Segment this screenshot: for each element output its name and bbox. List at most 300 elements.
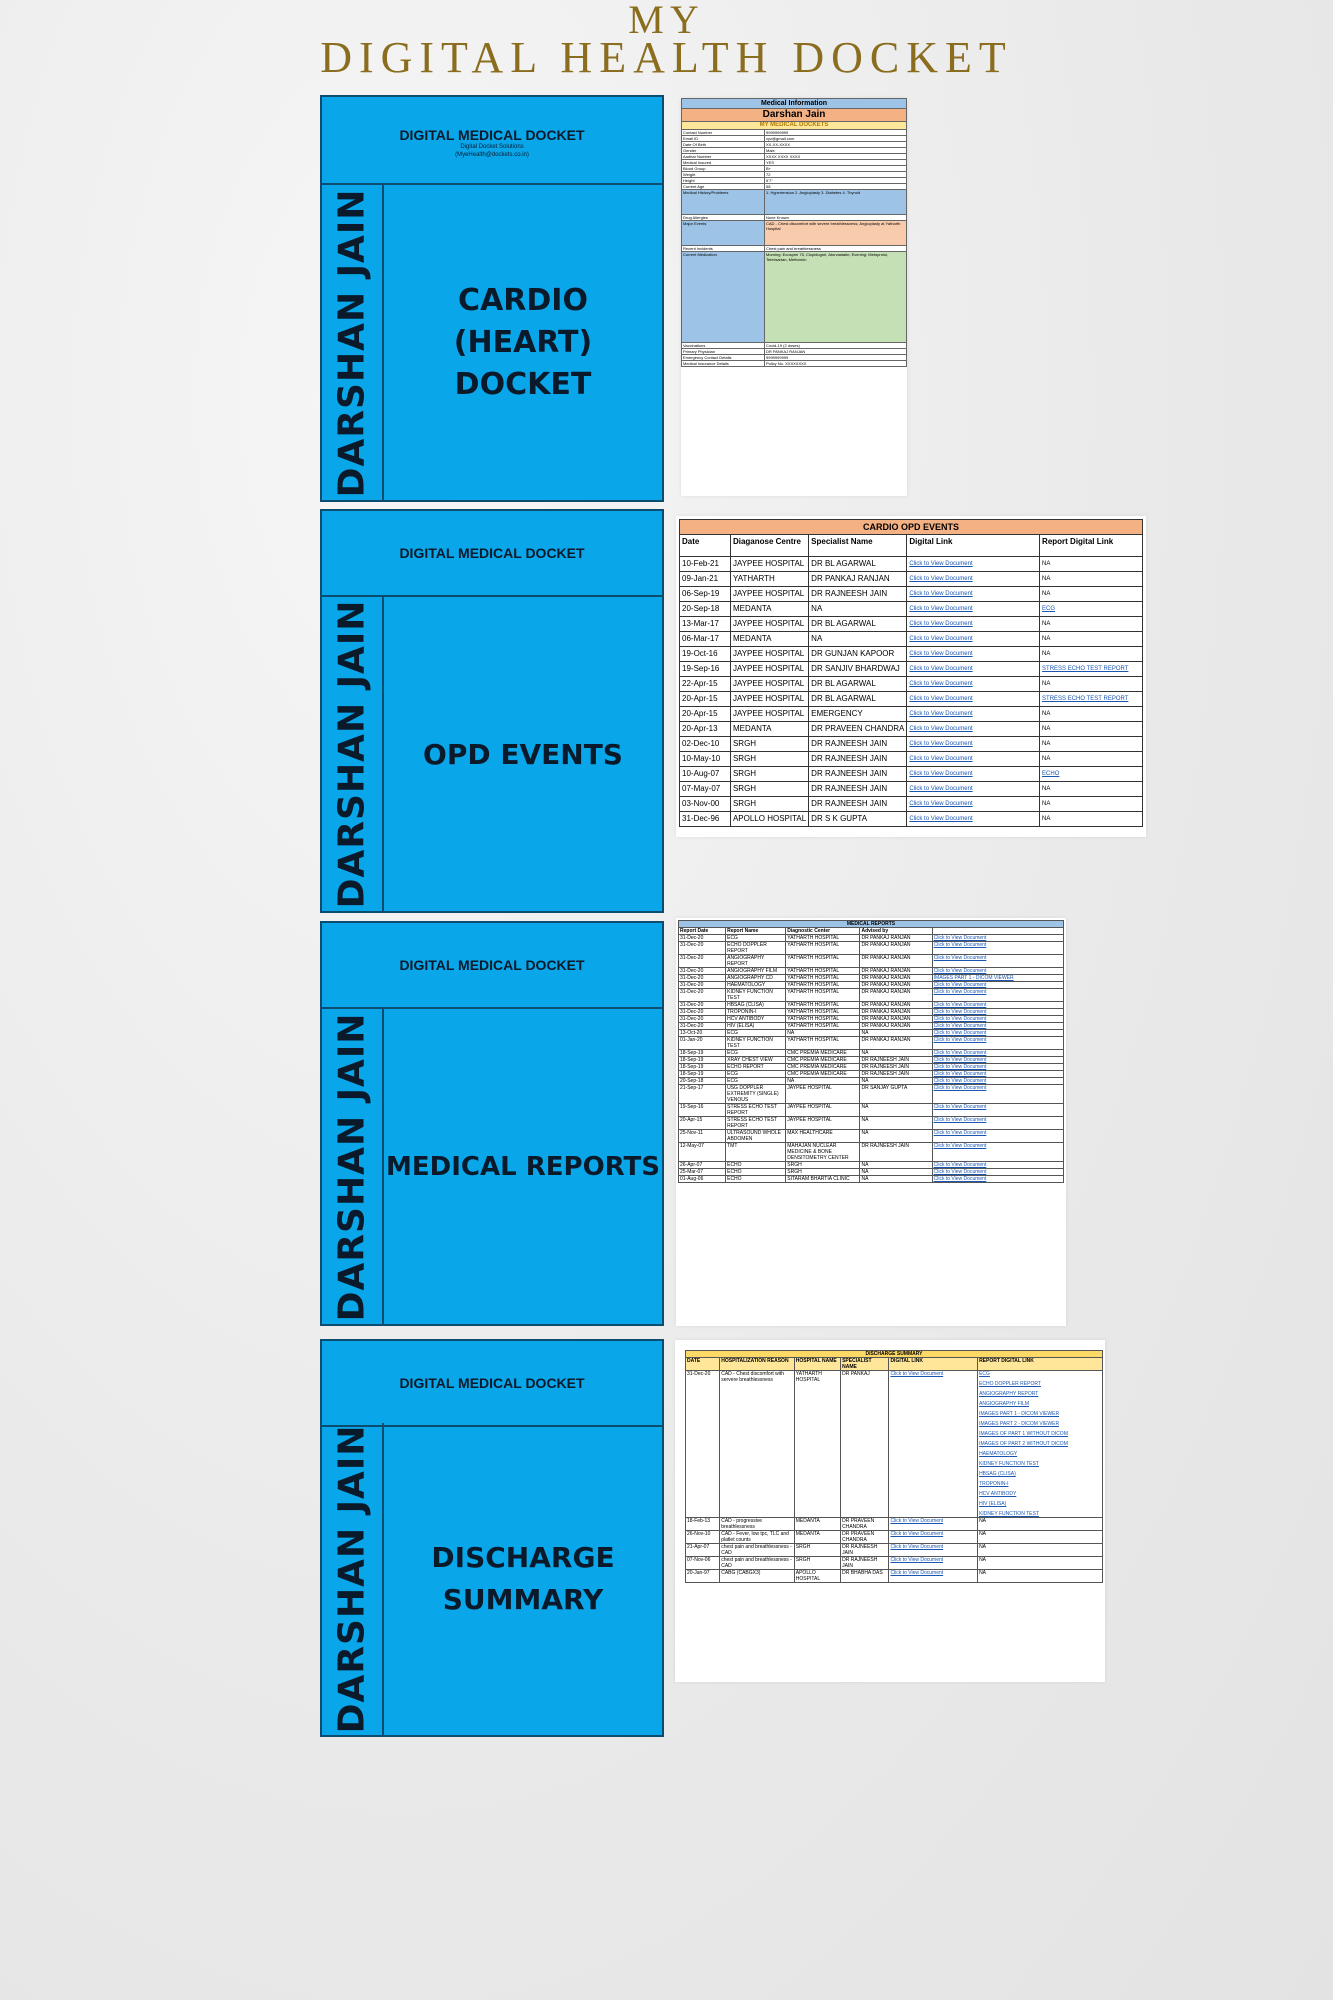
info-value: 72 [765, 172, 907, 178]
report-cell: DR RAJNEESH JAIN [860, 1057, 932, 1064]
report-cell: YATHARTH HOSPITAL [786, 942, 860, 955]
opd-cell: 03-Nov-00 [680, 797, 731, 812]
discharge-cell: DR RAJNEESH JAIN [841, 1557, 889, 1570]
document-link[interactable]: Click to View Document [932, 1071, 1063, 1078]
document-link[interactable]: Click to View Document [907, 767, 1040, 782]
table-row [679, 1117, 1064, 1130]
table-row [679, 1104, 1064, 1117]
opd-cell: DR BL AGARWAL [809, 617, 907, 632]
document-link[interactable]: IMAGES PART 1 - DICOM VIEWER [979, 1411, 1060, 1417]
report-cell: ECHO [726, 1169, 786, 1176]
table-row [679, 935, 1064, 942]
cover-header-email: (MyeHealth@dockets.co.in) [455, 152, 529, 158]
document-link[interactable]: HCV ANTIBODY [979, 1491, 1017, 1497]
report-cell: USG DOPPLER EXTREMITY (SINGLE) VENOUS [726, 1085, 786, 1104]
document-link[interactable]: Click to View Document [889, 1557, 978, 1570]
table-row [679, 968, 1064, 975]
report-cell: 31-Dec-20 [679, 1009, 726, 1016]
document-link[interactable]: IMAGES OF PART 1 WITHOUT DICOM [979, 1431, 1068, 1437]
report-cell: 31-Dec-20 [679, 935, 726, 942]
opd-cell: 13-Mar-17 [680, 617, 731, 632]
opd-cell: NA [1040, 707, 1143, 722]
info-label: Height [682, 178, 765, 184]
opd-cell: MEDANTA [730, 722, 808, 737]
cover-main-line-2: SUMMARY [442, 1583, 604, 1616]
document-link[interactable]: STRESS ECHO TEST REPORT [1040, 692, 1143, 707]
document-link[interactable]: ECG [979, 1371, 990, 1377]
discharge-cell: 18-Feb-13 [686, 1518, 720, 1531]
opd-cell: NA [1040, 782, 1143, 797]
cover-discharge [320, 1339, 664, 1737]
report-cell: HIV (ELISA) [726, 1023, 786, 1030]
table-row [680, 587, 1143, 602]
info-label: Medical Insurance Details [682, 361, 765, 367]
cover-medical-reports [320, 921, 664, 1326]
medical-info-name: Darshan Jain [682, 109, 907, 122]
info-row [682, 252, 907, 343]
report-cell: MAHAJAN NUCLEAR MEDICINE & BONE DENSITOMETRY CENTER [786, 1143, 860, 1162]
report-cell: 31-Dec-20 [679, 975, 726, 982]
report-cell: YATHARTH HOSPITAL [786, 1009, 860, 1016]
cover-main-label [384, 597, 662, 911]
report-cell: ANGIOGRAPHY CD [726, 975, 786, 982]
cover-main-line-2: DOCKET [454, 366, 592, 402]
opd-cell: 07-May-07 [680, 782, 731, 797]
opd-cell: JAYPEE HOSPITAL [730, 692, 808, 707]
document-link[interactable]: ECHO [1040, 767, 1143, 782]
report-cell: YATHARTH HOSPITAL [786, 1037, 860, 1050]
report-cell: 20-Sep-18 [679, 1078, 726, 1085]
table-row [686, 1531, 1103, 1544]
report-cell: NA [860, 1169, 932, 1176]
document-link[interactable]: Click to View Document [932, 1023, 1063, 1030]
table-row [680, 662, 1143, 677]
cover-main-label [384, 1009, 662, 1324]
opd-cell: JAYPEE HOSPITAL [730, 662, 808, 677]
report-cell: DR PANKAJ RANJAN [860, 982, 932, 989]
opd-events-table [679, 519, 1143, 827]
discharge-cell: DR RAJNEESH JAIN [841, 1544, 889, 1557]
document-link[interactable]: Click to View Document [932, 1030, 1063, 1037]
discharge-cell: NA [978, 1518, 1103, 1531]
document-link[interactable]: Click to View Document [932, 1050, 1063, 1057]
table-row [680, 632, 1143, 647]
report-cell: DR PANKAJ RANJAN [860, 955, 932, 968]
report-cell: NA [860, 1104, 932, 1117]
report-cell: SRGH [786, 1169, 860, 1176]
report-cell: 31-Dec-20 [679, 968, 726, 975]
opd-cell: 06-Mar-17 [680, 632, 731, 647]
report-cell: 31-Dec-20 [679, 955, 726, 968]
discharge-column-header: DIGITAL LINK [889, 1358, 978, 1371]
document-link[interactable]: Click to View Document [889, 1570, 978, 1583]
document-link[interactable]: Click to View Document [932, 1176, 1063, 1183]
document-link[interactable]: Click to View Document [932, 1078, 1063, 1085]
opd-cell: DR PRAVEEN CHANDRA [809, 722, 907, 737]
opd-cell: EMERGENCY [809, 707, 907, 722]
info-label: Blood Group [682, 166, 765, 172]
report-cell: DR PANKAJ RANJAN [860, 1009, 932, 1016]
document-link[interactable]: Click to View Document [889, 1371, 978, 1518]
report-cell: 01-Jan-20 [679, 1037, 726, 1050]
report-cell: 18-Sep-19 [679, 1064, 726, 1071]
opd-cell: NA [809, 632, 907, 647]
document-link[interactable]: Click to View Document [932, 1002, 1063, 1009]
info-value: Policy No. XXXXXXXX [765, 361, 907, 367]
document-link[interactable]: Click to View Document [907, 557, 1040, 572]
document-link[interactable]: Click to View Document [932, 1104, 1063, 1117]
document-link[interactable]: HAEMATOLOGY [979, 1451, 1018, 1457]
opd-cell: JAYPEE HOSPITAL [730, 647, 808, 662]
info-label: Current Age [682, 184, 765, 190]
document-link[interactable]: Click to View Document [907, 797, 1040, 812]
patient-name: DARSHAN JAIN [331, 1012, 373, 1321]
opd-column-header: Date [680, 535, 731, 557]
opd-cell: JAYPEE HOSPITAL [730, 557, 808, 572]
document-link[interactable]: Click to View Document [907, 812, 1040, 827]
document-link[interactable]: KIDNEY FUNCTION TEST [979, 1461, 1039, 1467]
opd-cell: SRGH [730, 767, 808, 782]
cover-main-line-1: CARDIO (HEART) [453, 282, 593, 360]
document-link[interactable]: Click to View Document [907, 737, 1040, 752]
info-value: XXXX XXXX XXXX [765, 154, 907, 160]
cover-main-line-1: MEDICAL REPORTS [386, 1151, 660, 1182]
opd-cell: NA [1040, 722, 1143, 737]
document-link[interactable]: HIV (ELISA) [979, 1501, 1007, 1507]
discharge-column-header: HOSPITAL NAME [794, 1358, 840, 1371]
discharge-cell: CAD - Fever, low tpc, TLC and platlet counts [720, 1531, 795, 1544]
report-cell: TMT [726, 1143, 786, 1162]
document-link[interactable]: Click to View Document [907, 677, 1040, 692]
info-value: CAD - Chest discomfort with severe breathlessness; Angioplasty at Yatharth Hospital [765, 221, 907, 246]
report-cell: DR PANKAJ RANJAN [860, 1002, 932, 1009]
title-line-2: DIGITAL HEALTH DOCKET [320, 33, 1013, 82]
info-value: 1. Hypertension 2. Angioplasty 3. Diabetes 4. Thyroid [765, 190, 907, 215]
report-cell: CMC PREMIA MEDICARE [786, 1064, 860, 1071]
info-value: B+ [765, 166, 907, 172]
table-row [679, 1057, 1064, 1064]
document-link[interactable]: Click to View Document [932, 1143, 1063, 1162]
discharge-cell: DR PANKAJ [841, 1371, 889, 1518]
report-cell: NA [860, 1162, 932, 1169]
report-cell: 31-Dec-20 [679, 989, 726, 1002]
report-cell: YATHARTH HOSPITAL [786, 1002, 860, 1009]
opd-cell: DR BL AGARWAL [809, 557, 907, 572]
opd-cell: NA [1040, 557, 1143, 572]
table-row [679, 1162, 1064, 1169]
report-cell: DR PANKAJ RANJAN [860, 975, 932, 982]
report-cell: YATHARTH HOSPITAL [786, 975, 860, 982]
info-value: 58 [765, 184, 907, 190]
discharge-cell: SRGH [794, 1544, 840, 1557]
discharge-cell: SRGH [794, 1557, 840, 1570]
cover-main-label [384, 1423, 662, 1735]
opd-cell: MEDANTA [730, 602, 808, 617]
table-row [686, 1518, 1103, 1531]
report-cell: ECG [726, 935, 786, 942]
report-cell: NA [860, 1078, 932, 1085]
discharge-cell: APOLLO HOSPITAL [794, 1570, 840, 1583]
info-value: Morning: Ecosprin 75, Clopidogrel, Atorvastatin; Evening: Metoprolol, Telmisartan, Metformin [765, 252, 907, 343]
report-cell: ECHO REPORT [726, 1064, 786, 1071]
opd-cell: DR BL AGARWAL [809, 677, 907, 692]
document-link[interactable]: IMAGES PART 2 - DICOM VIEWER [979, 1421, 1060, 1427]
table-row [680, 692, 1143, 707]
document-link[interactable]: Click to View Document [932, 1130, 1063, 1143]
document-link[interactable]: Click to View Document [907, 662, 1040, 677]
opd-cell: DR RAJNEESH JAIN [809, 782, 907, 797]
report-cell: 31-Dec-20 [679, 1023, 726, 1030]
report-cell: 25-Mar-07 [679, 1169, 726, 1176]
report-cell: SITARAM BHARTIA CLINIC [786, 1176, 860, 1183]
report-column-header [932, 928, 1063, 935]
discharge-column-header: DATE [686, 1358, 720, 1371]
table-row [680, 722, 1143, 737]
opd-cell: MEDANTA [730, 632, 808, 647]
report-cell: KIDNEY FUNCTION TEST [726, 1037, 786, 1050]
discharge-summary-sheet [675, 1340, 1105, 1682]
discharge-cell: DR PRAVEEN CHANDRA [841, 1531, 889, 1544]
discharge-cell: MEDANTA [794, 1518, 840, 1531]
discharge-cell: MEDANTA [794, 1531, 840, 1544]
opd-cell: DR PANKAJ RANJAN [809, 572, 907, 587]
table-row [679, 1030, 1064, 1037]
discharge-summary-table [685, 1350, 1103, 1583]
patient-name: DARSHAN JAIN [331, 1424, 373, 1734]
table-row [679, 1130, 1064, 1143]
document-link[interactable]: Click to View Document [932, 1009, 1063, 1016]
medical-info-table [681, 98, 907, 367]
document-link[interactable]: ANGIOGRAPHY FILM [979, 1401, 1029, 1407]
report-cell: YATHARTH HOSPITAL [786, 935, 860, 942]
document-link[interactable]: Click to View Document [932, 1117, 1063, 1130]
document-link[interactable]: Click to View Document [907, 782, 1040, 797]
table-row [680, 647, 1143, 662]
document-link[interactable]: ECHO DOPPLER REPORT [979, 1381, 1041, 1387]
document-link[interactable]: Click to View Document [907, 692, 1040, 707]
report-cell: YATHARTH HOSPITAL [786, 982, 860, 989]
discharge-cell: DR BHABHA DAS [841, 1570, 889, 1583]
document-link[interactable]: Click to View Document [932, 1037, 1063, 1050]
report-cell: STRESS ECHO TEST REPORT [726, 1117, 786, 1130]
document-link[interactable]: Click to View Document [932, 955, 1063, 968]
document-link[interactable]: Click to View Document [907, 647, 1040, 662]
opd-cell: NA [1040, 617, 1143, 632]
report-cell: 31-Dec-20 [679, 982, 726, 989]
table-row [680, 752, 1143, 767]
discharge-cell: chest pain and breathlessness - CAD [720, 1557, 795, 1570]
discharge-cell: 21-Apr-07 [686, 1544, 720, 1557]
report-cell: KIDNEY FUNCTION TEST [726, 989, 786, 1002]
opd-cell: SRGH [730, 782, 808, 797]
document-link[interactable]: Click to View Document [889, 1531, 978, 1544]
cover-opd [320, 509, 664, 913]
opd-cell: NA [809, 602, 907, 617]
cover-header [322, 923, 662, 1009]
table-row [679, 955, 1064, 968]
report-cell: 26-Apr-07 [679, 1162, 726, 1169]
info-value: 9999999999 [765, 355, 907, 361]
medical-reports-caption: MEDICAL REPORTS [679, 921, 1064, 928]
table-row [680, 677, 1143, 692]
info-value: None Known [765, 215, 907, 221]
discharge-column-header: HOSPITALIZATION REASON [720, 1358, 795, 1371]
report-cell: ECHO [726, 1176, 786, 1183]
discharge-cell: YATHARTH HOSPITAL [794, 1371, 840, 1518]
opd-column-header: Diaganose Centre [730, 535, 808, 557]
report-cell: 21-Sep-17 [679, 1085, 726, 1104]
table-row [686, 1371, 1103, 1518]
info-row [682, 221, 907, 246]
info-label: Major Events [682, 221, 765, 246]
report-column-header: Advised by [860, 928, 932, 935]
opd-caption: CARDIO OPD EVENTS [680, 520, 1143, 535]
document-link[interactable]: Click to View Document [932, 1016, 1063, 1023]
info-label: Medical Insured [682, 160, 765, 166]
opd-cell: JAYPEE HOSPITAL [730, 677, 808, 692]
report-cell: NA [786, 1030, 860, 1037]
document-link[interactable]: Click to View Document [907, 632, 1040, 647]
report-cell: DR SANJAY GUPTA [860, 1085, 932, 1104]
opd-cell: 19-Oct-16 [680, 647, 731, 662]
table-row [680, 617, 1143, 632]
report-cell: ECG [726, 1030, 786, 1037]
opd-cell: 31-Dec-96 [680, 812, 731, 827]
report-cell: NA [860, 1117, 932, 1130]
table-row [680, 782, 1143, 797]
report-cell: MAX HEALTHCARE [786, 1130, 860, 1143]
title-line-1: MY [628, 0, 705, 42]
opd-cell: 02-Dec-10 [680, 737, 731, 752]
report-cell: YATHARTH HOSPITAL [786, 1016, 860, 1023]
cover-header-title: DIGITAL MEDICAL DOCKET [399, 957, 585, 973]
info-label: Email ID [682, 136, 765, 142]
document-link[interactable]: ECG [1040, 602, 1143, 617]
document-link[interactable]: TROPONIN-I [979, 1481, 1009, 1487]
document-link[interactable]: Click to View Document [907, 587, 1040, 602]
document-link[interactable]: HBSAG (CLISA) [979, 1471, 1016, 1477]
document-link[interactable] [978, 1371, 1103, 1518]
document-link[interactable]: Click to View Document [907, 722, 1040, 737]
info-label: Contact Number [682, 130, 765, 136]
document-link[interactable]: Click to View Document [932, 1057, 1063, 1064]
opd-cell: NA [1040, 572, 1143, 587]
info-label: Medical History/Problems [682, 190, 765, 215]
document-link[interactable]: Click to View Document [889, 1544, 978, 1557]
report-cell: 01-Aug-06 [679, 1176, 726, 1183]
info-value: YES [765, 160, 907, 166]
info-value: DR PANKAJ RANJAN [765, 349, 907, 355]
info-label: Drug Allergies [682, 215, 765, 221]
table-row [686, 1557, 1103, 1570]
discharge-cell: NA [978, 1544, 1103, 1557]
info-value: Chest pain and breathlessness [765, 246, 907, 252]
document-link[interactable]: ANGIOGRAPHY REPORT [979, 1391, 1039, 1397]
report-cell: YATHARTH HOSPITAL [786, 968, 860, 975]
report-cell: NA [860, 1030, 932, 1037]
report-column-header: Report Date [679, 928, 726, 935]
opd-cell: 09-Jan-21 [680, 572, 731, 587]
report-cell: ECG [726, 1078, 786, 1085]
opd-cell: JAYPEE HOSPITAL [730, 587, 808, 602]
opd-cell: 20-Sep-18 [680, 602, 731, 617]
document-link[interactable]: Click to View Document [907, 707, 1040, 722]
document-link[interactable]: KIDNEY FUNCTION TEST [979, 1511, 1039, 1517]
report-cell: 25-Nov-11 [679, 1130, 726, 1143]
report-cell: HCV ANTIBODY [726, 1016, 786, 1023]
info-row [682, 361, 907, 367]
table-row [686, 1544, 1103, 1557]
table-row [679, 989, 1064, 1002]
document-link[interactable]: Click to View Document [907, 572, 1040, 587]
table-row [679, 1176, 1064, 1183]
document-link[interactable]: Click to View Document [907, 602, 1040, 617]
document-link[interactable]: IMAGES PART 1 - DICOM VIEWER [932, 975, 1063, 982]
document-link[interactable]: Click to View Document [932, 1162, 1063, 1169]
report-cell: 12-May-07 [679, 1143, 726, 1162]
table-row [679, 1016, 1064, 1023]
document-link[interactable]: Click to View Document [932, 1169, 1063, 1176]
opd-cell: 10-May-10 [680, 752, 731, 767]
info-label: Current Medication [682, 252, 765, 343]
report-column-header: Diagnostic Center [786, 928, 860, 935]
document-link[interactable]: IMAGES OF PART 2 WITHOUT DICOM [979, 1441, 1068, 1447]
report-cell: DR PANKAJ RANJAN [860, 1016, 932, 1023]
cover-header [322, 1341, 662, 1427]
document-link[interactable]: Click to View Document [907, 752, 1040, 767]
discharge-cell: 26-Nov-10 [686, 1531, 720, 1544]
document-link[interactable]: Click to View Document [907, 617, 1040, 632]
report-cell: DR RAJNEESH JAIN [860, 1143, 932, 1162]
table-row [679, 975, 1064, 982]
table-row [679, 1143, 1064, 1162]
report-cell: TROPONIN-I [726, 1009, 786, 1016]
medical-reports-sheet [676, 918, 1066, 1326]
opd-cell: DR RAJNEESH JAIN [809, 797, 907, 812]
document-link[interactable]: Click to View Document [932, 935, 1063, 942]
report-cell: 31-Dec-20 [679, 1002, 726, 1009]
document-link[interactable]: Click to View Document [932, 1085, 1063, 1104]
opd-cell: DR BL AGARWAL [809, 692, 907, 707]
report-cell: YATHARTH HOSPITAL [786, 989, 860, 1002]
report-cell: XRAY CHEST VIEW [726, 1057, 786, 1064]
document-link[interactable]: STRESS ECHO TEST REPORT [1040, 662, 1143, 677]
report-cell: DR PANKAJ RANJAN [860, 1023, 932, 1030]
opd-cell: 20-Apr-13 [680, 722, 731, 737]
document-link[interactable]: Click to View Document [932, 942, 1063, 955]
document-link[interactable]: Click to View Document [932, 968, 1063, 975]
document-link[interactable]: Click to View Document [932, 1064, 1063, 1071]
info-label: Emergency Contact Details [682, 355, 765, 361]
document-link[interactable]: Click to View Document [932, 982, 1063, 989]
opd-cell: NA [1040, 797, 1143, 812]
opd-events-sheet [676, 516, 1146, 837]
opd-cell: DR RAJNEESH JAIN [809, 767, 907, 782]
report-cell: DR PANKAJ RANJAN [860, 935, 932, 942]
cover-header-title: DIGITAL MEDICAL DOCKET [399, 127, 585, 143]
document-link[interactable]: Click to View Document [932, 989, 1063, 1002]
info-value: Male [765, 148, 907, 154]
discharge-cell: NA [978, 1570, 1103, 1583]
info-value: 9999999999 [765, 130, 907, 136]
cover-main-line-1: DISCHARGE [431, 1541, 615, 1574]
discharge-cell: DR PRAVEEN CHANDRA [841, 1518, 889, 1531]
document-link[interactable]: Click to View Document [889, 1518, 978, 1531]
cover-header-sub: Digital Docket Solutions [460, 144, 524, 150]
report-cell: NA [860, 1050, 932, 1057]
table-row [679, 1078, 1064, 1085]
table-row [679, 1050, 1064, 1057]
